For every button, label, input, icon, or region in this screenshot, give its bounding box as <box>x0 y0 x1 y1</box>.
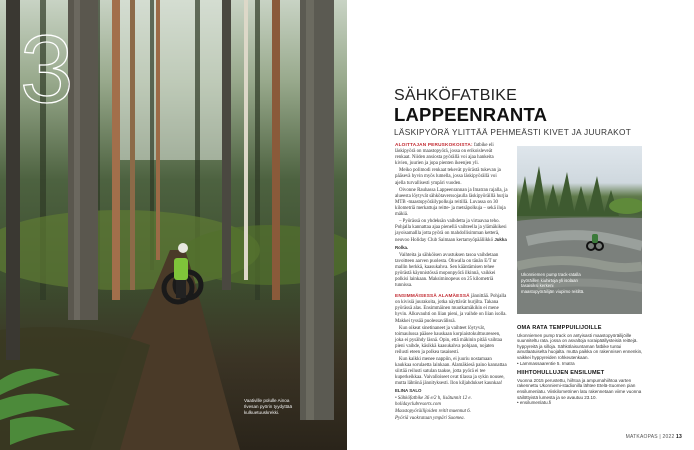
author-byline: ELINA SALO <box>395 387 422 393</box>
article-page <box>347 0 694 450</box>
section-number: 3 <box>20 16 74 123</box>
page-footer: MATKAOPAS | 2022 13 <box>625 434 682 440</box>
paragraph-text: jännittää. Pohjalla on kivisiä juurakoita, jotka näyttävät hurjilta. Takana pyörässä alas. Ensimmäinen muutkamäkikin ei mene hyvin. Alkuvauhti on liian pieni, ja vaihde on liian isolla. Makkei tyssää puolessavälissä. <box>395 294 507 324</box>
quote-source: Jukka Rolka. <box>395 237 507 250</box>
sidebar-heading: OMA RATA TEMPPUILIJOILLE <box>517 325 602 331</box>
article-headline: LAPPEENRANTA <box>394 103 548 125</box>
title-block <box>394 88 684 137</box>
sidebar-text: Ukonniemen pump track on antyisasti maastopyöräilijöille suunniteltu rata. jossa on asvaltoja soraipäällysteisiä reittejä. hyppyreitä ja silloja. Sähkölaisuntaman fatbike tuntui ainutlaatuiselta huojalta. mutta paikka on rakennisen ennenkin, vaikkei hyppyreiden rohkeutenkaan. <box>517 332 643 360</box>
lead-in: ALOITTAJAN PERUSKOKOISTA: <box>395 142 473 147</box>
magazine-name: MATKAOPAS <box>625 434 658 440</box>
sidebar-heading: HIIHTOHULLUJEN ENSILUMET <box>517 370 605 377</box>
pump-track-photo <box>517 146 642 314</box>
info-line: • Sähköfatbike 36 e/2 h, lisätunnit 12 e. holidayclubresorts.com <box>395 395 472 407</box>
paragraph-text: Kun kaikki menee nappiin, ei juuriu nostamaan kaukkaa sorulaetta lainkaan. Alamäkiesä paino kannattaa siirtää reilusti satulan taakse, jotta pyörä ei tee kuperkeikkaa. Vaivalloiseet ovat tilassa ja sykin nousee, mutta lähtönä jännityksesti. Ilon kiljahdukset kaunkaa! <box>395 357 507 387</box>
photo-caption: Vaativille polulle Ainoa Ilvesan pyörin tyydyttää kulkuetuuskrekki. <box>244 398 293 415</box>
sidebar-text: Vuonna 2015 perustettu, hiihtoa ja ampumahiihtoa varten rakennettu Ukonniemi-stadionilla lähtee Etelä-Suomen pian ensilumenlatu. Viiskilometrinen latu rakennetaan viime vuonna säilöttyistä lumesta ja se avautuu 23.10. <box>517 377 642 400</box>
paragraph: Kun oikeat sinetinaneet ja vaihteet löytyvät, toimaulussa pääsee hauskaan korpiaistokulttuureseen, joka ei pysähdy läsnä. Opin, että mäkinin pitää vaihtaa pieni vaihde, käsikkä kaasukahva pohjaan, nojaten reilusti eteen ja polkea tasaisesti. <box>395 325 503 355</box>
sidebar-link: • ensilumenlatu.fi <box>517 400 552 406</box>
paragraph <box>395 219 508 251</box>
paragraph: Oivonne Rauhassa Lappeenrannan ja Imatran rajalla, ja alueesta löytyvät sähkötaverssojaulla läskipyöräillä hurjia MTB -maastopyöräilypolkuja reitillä. Luvassa on 30 kilometriä merkattuja reitte- ja metsäpolkuja – sekä iloja mäkiä. <box>395 187 508 218</box>
paragraph-text: – Pyörässä on yhdeksän vaihdetta ja virtaavaa teho. Pohjalla kannattaa ajaa pienellä vaihteella ja ylämäkikesi jayoisamallla jotta pyörä on mahdollisimman ketterä, neuvoo Holiday Club Saimaan kertamyöpääliikkö <box>395 219 507 244</box>
paragraph-text: fatbike eli läskipyörä on maastopyörä, jossa on erikoisleveät renkaat. Niiden ansiosta pyörällä voi ajaa hankeita kivien, juurien ja jopa pienten ikeenjen yli. <box>395 143 494 167</box>
paragraph: Vaihteita ja sähköisen avustuksen tasoa vaihdetaan tavoitteen aarven puolesta. Ohwalla on tänän E/T nr mallin herkkä, kaasukahva. Sen kääntämisen tehee pyörästä käynnistössä moponpyörä ilkinnä, vaikkei polkisi lainkaan. Maksiminopeus on 25 kilometriä tunnissa. <box>395 252 499 289</box>
article-kicker: SÄHKÖFATBIKE <box>394 87 518 104</box>
side-photo-caption: Ukonniemen pump track-ratalla pyöräillen kiuhirtoja yli isolaan tasaisiksi kerkeni maastopyöräilijän viupimo reitiltä. <box>521 272 585 294</box>
paragraph <box>395 142 508 167</box>
sidebar-address: • Lammassaarentie 5. Imatra <box>517 360 575 366</box>
lead-in: ENSIMMÄISESSÄ ALAMÄESSÄ <box>395 293 470 299</box>
paragraph <box>395 293 508 324</box>
sidebar <box>517 326 645 406</box>
info-line: Pyöriä vuokrataan ympäri Suomea. <box>395 415 465 421</box>
paragraph: Meiko polimodi renkaat tekevät pyörästä tukevan ja pääsevä hyvin myös lumella, jossa läskipyörällä voi ajella turvallisesti ympäri vuoden. <box>395 168 501 186</box>
article-subhead: LÄSKIPYÖRÄ YLITTÄÄ PEHMEÄSTI KIVET JA JUURAKOT <box>394 127 632 138</box>
paragraph <box>395 357 508 395</box>
page-number: 13 <box>676 434 682 440</box>
article-body <box>395 142 508 423</box>
info-line: Maastopyöräilijoiden reitit muennut 6. <box>395 408 471 414</box>
issue-year: 2022 <box>662 434 675 440</box>
